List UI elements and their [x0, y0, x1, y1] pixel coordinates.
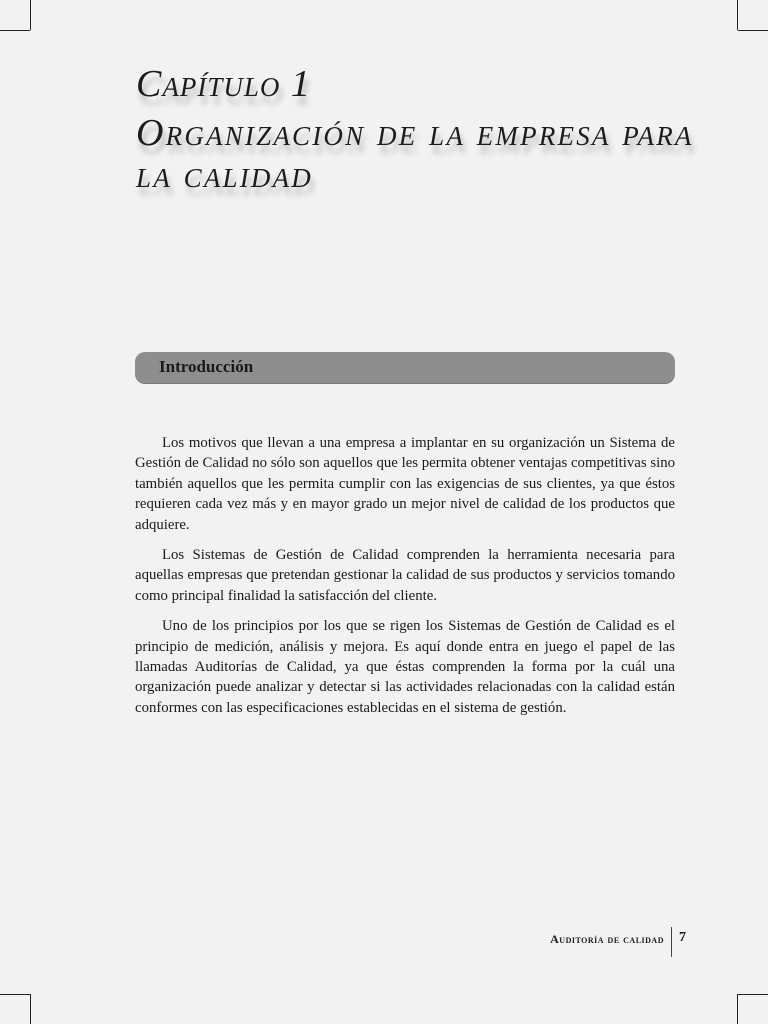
page-number: 7	[679, 930, 686, 945]
crop-mark	[737, 994, 738, 1024]
section-heading: Introducción	[159, 357, 254, 376]
running-footer-title: Auditoría de calidad	[550, 932, 664, 946]
crop-mark	[30, 0, 31, 30]
crop-mark	[0, 994, 30, 995]
paragraph: Los motivos que llevan a una empresa a implantar en su organización un Sistema de Gestión de Calidad no sólo son aquellos que les permita obtener ventajas competitivas sino también aquellos que les permita cumplir con las exigencias de sus clientes, ya que éstos requieren cada vez más y en mayor grado un mejor nivel de calidad de los productos que adquiere.	[135, 435, 675, 533]
chapter-title: Organización de la empresa para la calidad	[136, 112, 694, 196]
crop-mark	[738, 30, 768, 31]
section-heading-bar	[135, 352, 675, 384]
chapter-label: Capítulo 1	[136, 63, 311, 105]
crop-mark	[738, 994, 768, 995]
crop-mark	[30, 994, 31, 1024]
paragraph: Los Sistemas de Gestión de Calidad comprenden la herramienta necesaria para aquellas empresas que pretendan gestionar la calidad de sus productos y servicios tomando como principal finalidad la satisfacción del cliente.	[135, 547, 675, 604]
body-text	[135, 433, 675, 728]
footer-divider	[671, 927, 672, 957]
paragraph: Uno de los principios por los que se rigen los Sistemas de Gestión de Calidad es el principio de medición, análisis y mejora. Es aquí donde entra en juego el papel de las llamadas Auditorías de Calidad, ya que éstas comprenden la forma por la cuál una organización puede analizar y detectar si las actividades relacionadas con la calidad están conformes con las especificaciones establecidas en el sistema de gestión.	[135, 618, 675, 716]
crop-mark	[737, 0, 738, 30]
crop-mark	[0, 30, 30, 31]
